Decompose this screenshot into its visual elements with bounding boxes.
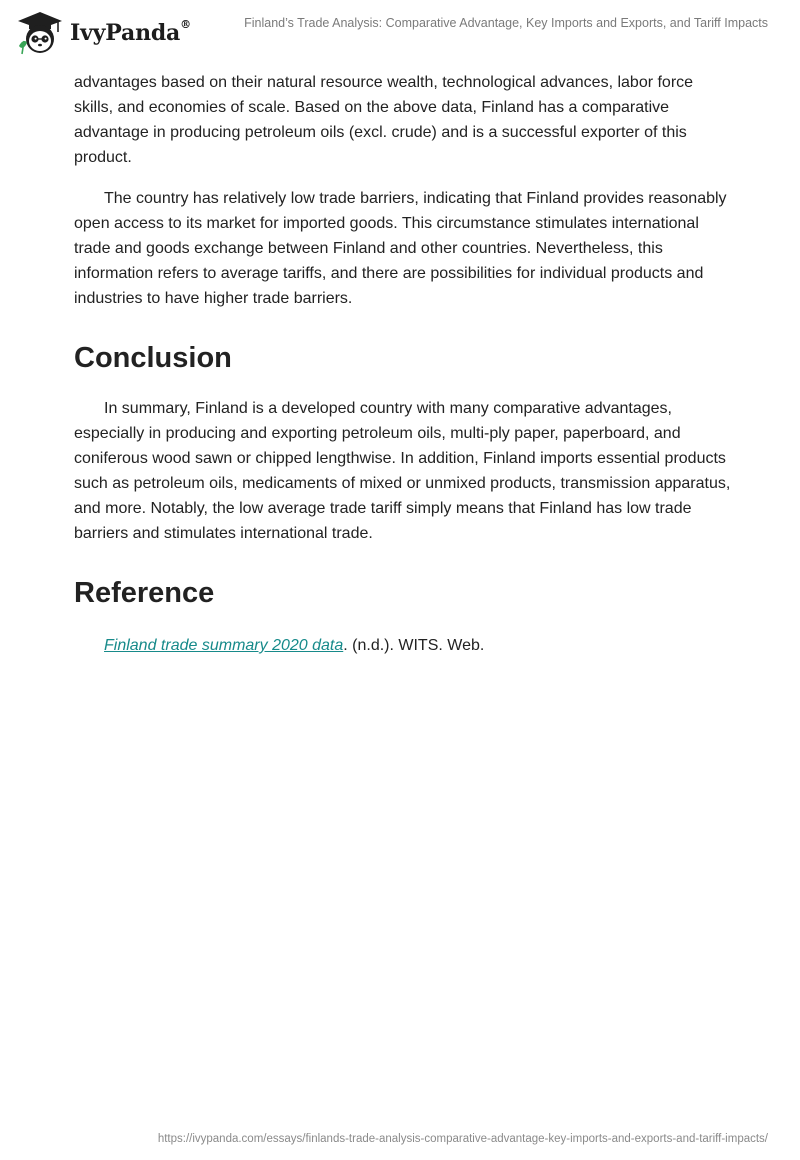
paragraph-trade-barriers: The country has relatively low trade barriers, indicating that Finland provides reasonably open access to its market for imported goods. This circumstance stimulates international trade and goods exchange between Finland and other countries. Nevertheless, this information refers to average tariffs, and there are possibilities for individual products and industries to have higher trade barriers. — [74, 190, 727, 307]
footer-source-url: https://ivypanda.com/essays/finlands-trade-analysis-comparative-advantage-key-imports-and-exports-and-tariff-impacts/ — [157, 1133, 768, 1145]
paragraph-conclusion: In summary, Finland is a developed country with many comparative advantages, especially in producing and exporting petroleum oils, multi-ply paper, paperboard, and coniferous wood sawn or chipped lengthwise. In addition, Finland imports essential products such as petroleum oils, medicaments of mixed or unmixed products, transmission apparatus, and more. Notably, the low average trade tariff simply means that Finland has low trade barriers and stimulates international trade. — [74, 400, 731, 542]
ivypanda-logo[interactable] — [16, 10, 191, 56]
reference-entry — [74, 633, 734, 658]
conclusion-heading: Conclusion — [74, 342, 232, 374]
logo-wordmark: IvyPanda® — [70, 18, 191, 46]
panda-graduate-icon — [16, 10, 64, 56]
running-title: Finland’s Trade Analysis: Comparative Advantage, Key Imports and Exports, and Tariff Impacts — [244, 16, 768, 30]
reference-details: . (n.d.). WITS. Web. — [343, 637, 485, 654]
reference-heading: Reference — [74, 577, 215, 609]
reference-link[interactable]: Finland trade summary 2020 data — [104, 637, 344, 654]
paragraph-continuation: advantages based on their natural resource wealth, technological advances, labor force skills, and economies of scale. Based on the above data, Finland has a comparative advantage in producing petroleum oils (excl. crude) and is a successful exporter of this product. — [74, 74, 694, 166]
document-body — [74, 70, 734, 658]
page-header — [0, 0, 800, 70]
